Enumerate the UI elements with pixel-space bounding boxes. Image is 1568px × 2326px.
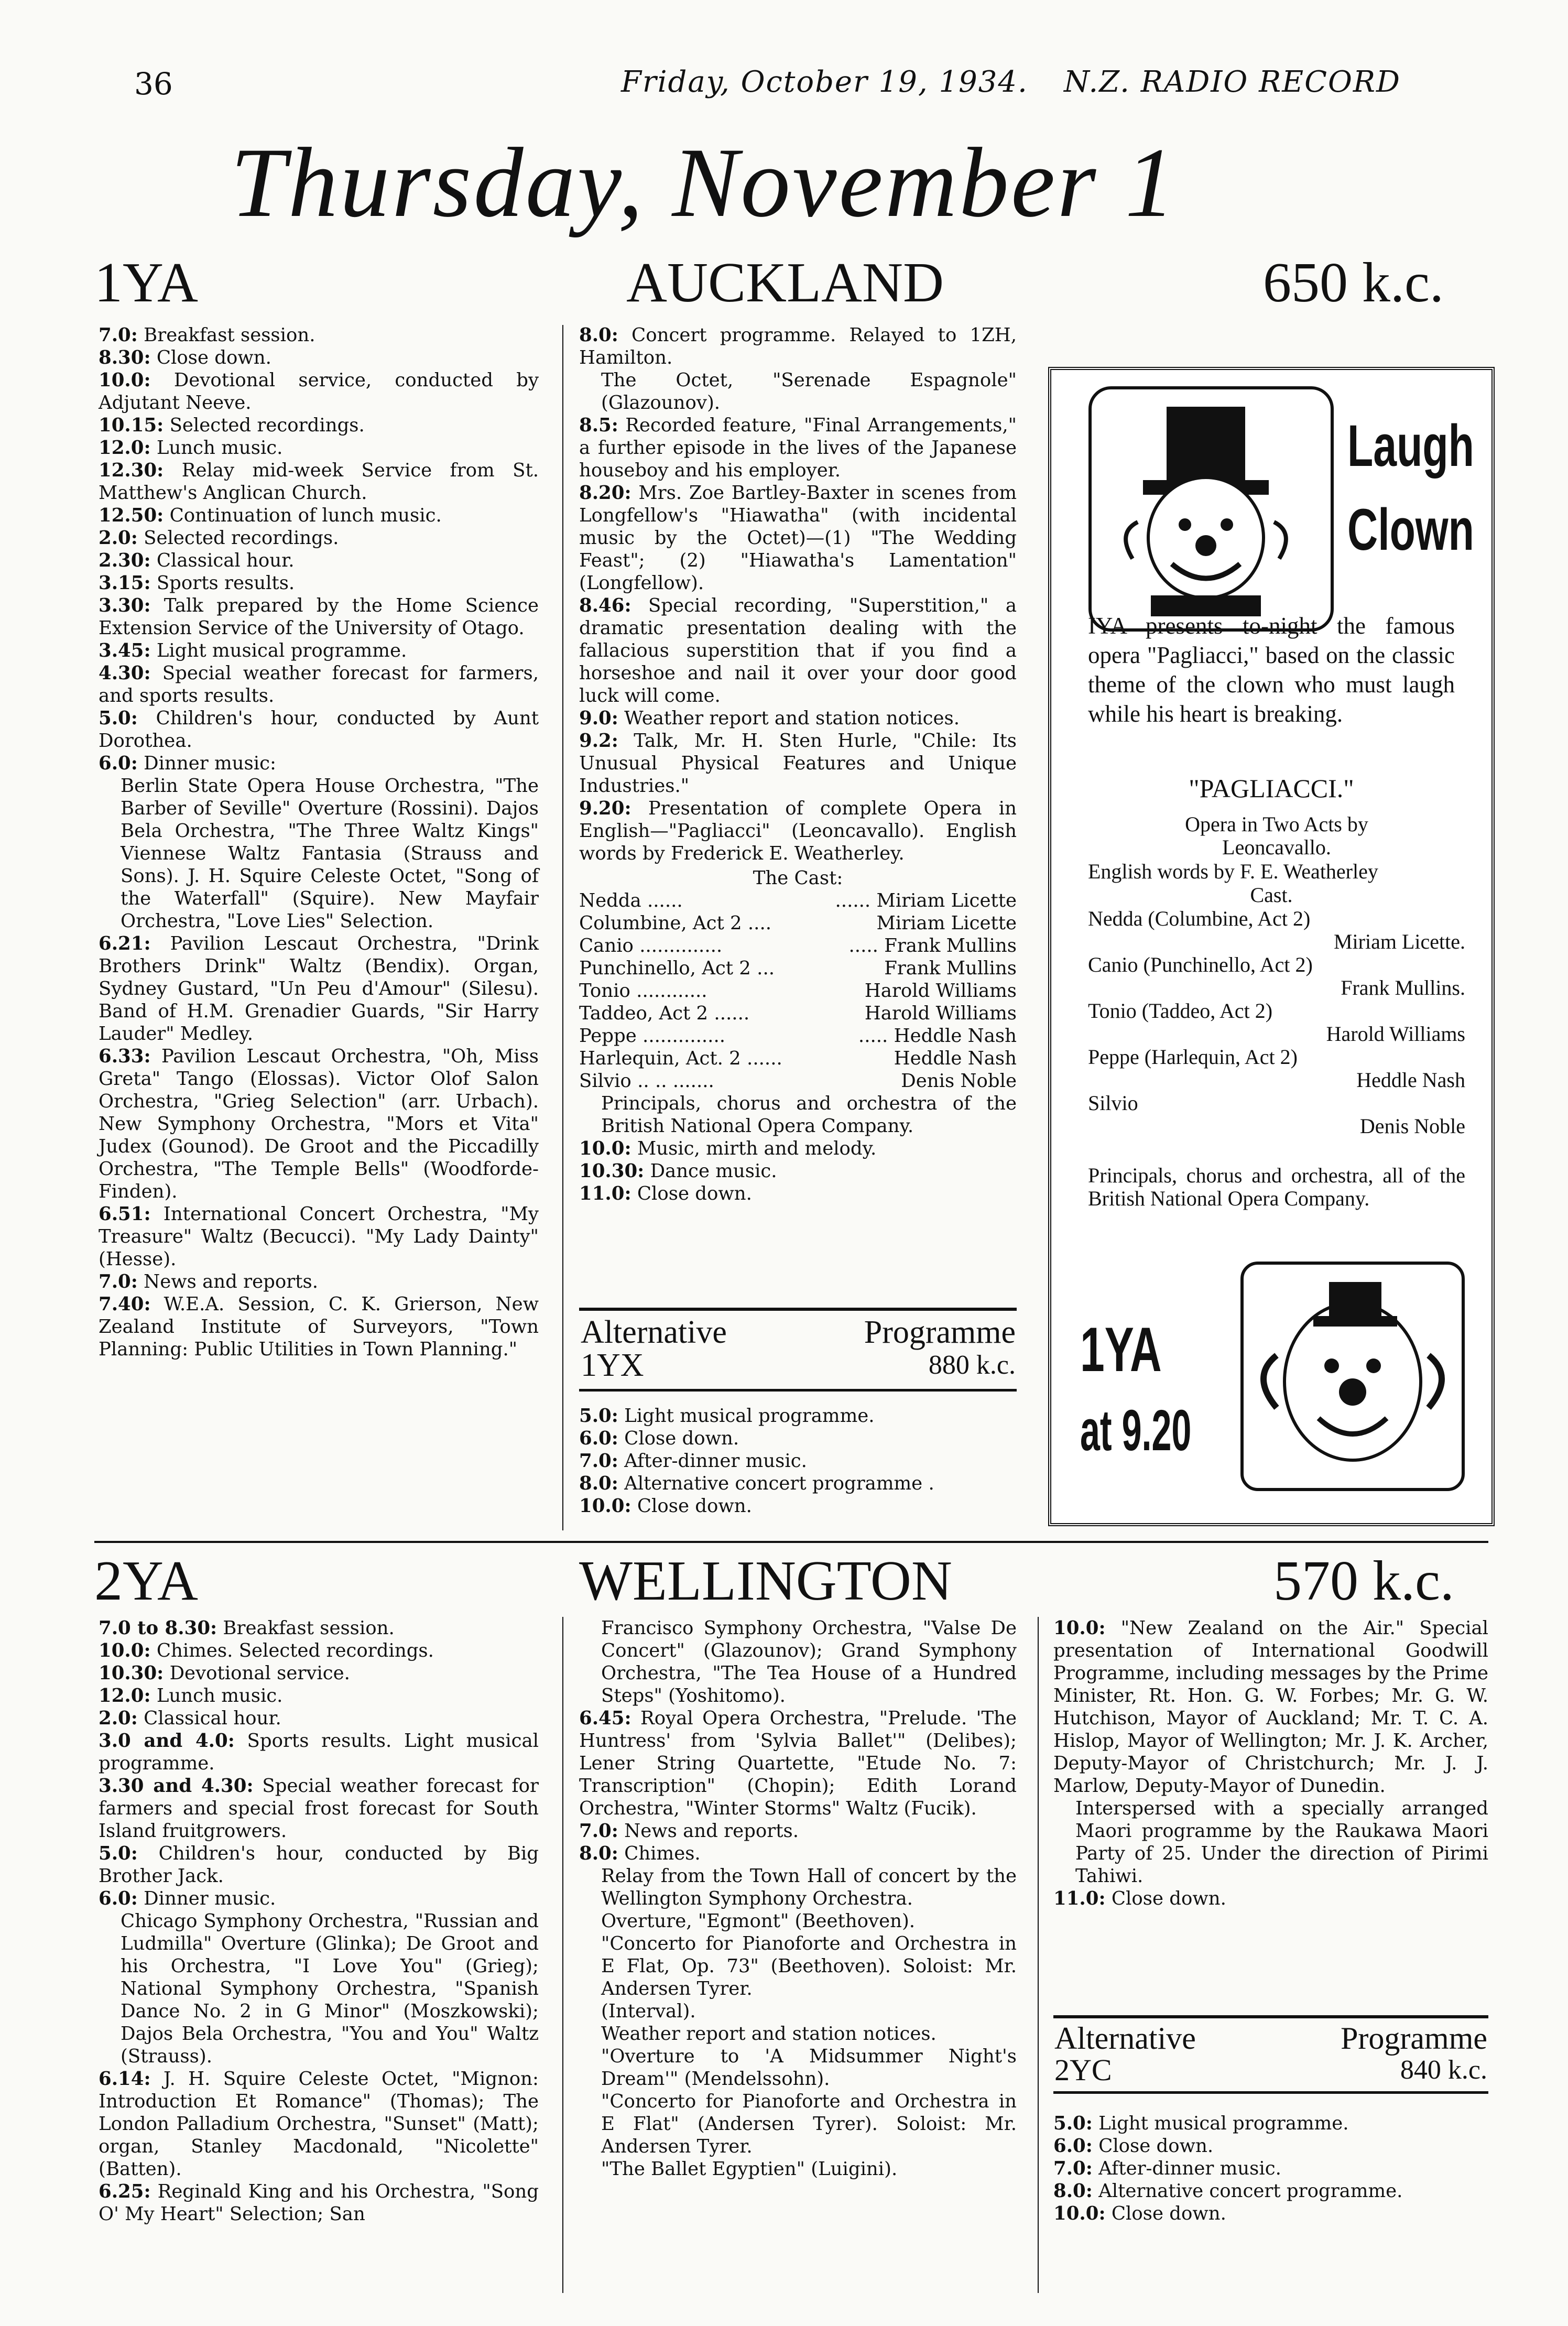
pagliacci-advert xyxy=(1048,367,1495,1526)
programme-entry xyxy=(579,1910,1017,1932)
cast-row xyxy=(579,1047,1017,1070)
entry-text: Selected recordings. xyxy=(137,527,339,549)
entry-text: Pavilion Lescaut Orchestra, "Drink Brothers Drink" Waltz (Bendix). Organ, Sydney Gustard, "Un Peu d'Amour" (Silesu). Band of H.M. Grenadier Guards, "Sir Harry Lauder" Medley. xyxy=(99,933,539,1045)
entry-text: Devotional service. xyxy=(164,1662,350,1684)
cast-performer: Denis Noble xyxy=(901,1070,1017,1092)
cast-row xyxy=(579,957,1017,980)
cast-role: Punchinello, Act 2 ... xyxy=(579,958,775,979)
entry-time: 10.0: xyxy=(1053,2203,1106,2224)
entry-time: 6.21: xyxy=(99,933,151,954)
cast-performer: Miriam Licette. xyxy=(1333,930,1465,953)
programme-entry xyxy=(579,1092,1017,1137)
advert-cast-entry xyxy=(1088,999,1465,1046)
entry-time: 10.0: xyxy=(579,1495,631,1517)
auckland-city: AUCKLAND xyxy=(626,252,944,314)
programme-entry xyxy=(99,414,539,437)
auckland-alternative-programme xyxy=(579,1405,1017,1517)
programme-list xyxy=(579,1617,1017,2180)
programme-entry xyxy=(99,1662,539,1684)
dateline: Friday, October 19, 1934. xyxy=(621,65,1028,99)
programme-list xyxy=(579,324,1017,865)
programme-list xyxy=(1053,2112,1488,2225)
entry-text: Lunch music. xyxy=(150,1685,283,1707)
entry-text: Principals, chorus and orchestra of the British National Opera Company. xyxy=(601,1093,1017,1137)
entry-text: Light musical programme. xyxy=(618,1405,875,1427)
programme-entry xyxy=(99,932,539,1045)
programme-entry xyxy=(99,549,539,572)
programme-entry xyxy=(99,1707,539,1730)
programme-list xyxy=(579,1092,1017,1205)
entry-time: 5.0: xyxy=(99,708,138,729)
programme-entry xyxy=(99,324,539,346)
day-title: Thursday, November 1 xyxy=(231,128,1177,238)
entry-text: Chimes. Selected recordings. xyxy=(150,1640,434,1661)
programme-entry xyxy=(99,639,539,662)
programme-entry xyxy=(99,2068,539,2180)
entry-time: 4.30: xyxy=(99,662,151,684)
entry-text: Classical hour. xyxy=(150,550,295,571)
entry-time: 10.0: xyxy=(99,1640,151,1661)
entry-time: 9.20: xyxy=(579,798,631,819)
auckland-column-2 xyxy=(579,324,1017,1205)
entry-text: "Concerto for Pianoforte and Orchestra in E Flat" (Andersen Tyrer). Soloist: Mr. Andersen Tyrer. xyxy=(601,2091,1017,2157)
entry-text: Close down. xyxy=(150,347,271,368)
entry-time: 6.0: xyxy=(99,1888,138,1909)
programme-entry xyxy=(579,2000,1017,2023)
entry-text: W.E.A. Session, C. K. Grierson, New Zealand Institute of Surveyors, "Town Planning: Public Utilities in Town Planning." xyxy=(99,1294,539,1360)
programme-entry xyxy=(579,797,1017,865)
cast-role: Taddeo, Act 2 ...... xyxy=(579,1003,750,1024)
entry-time: 7.0: xyxy=(579,1450,618,1472)
entry-text: "The Ballet Egyptien" (Luigini). xyxy=(601,2158,898,2180)
entry-time: 10.0: xyxy=(99,369,151,391)
programme-entry xyxy=(579,1842,1017,1865)
clown-illustration xyxy=(1088,386,1334,632)
entry-time: 8.30: xyxy=(99,347,151,368)
programme-entry xyxy=(579,2023,1017,2045)
advert-cast-label: Cast. xyxy=(1250,883,1293,907)
cast-row xyxy=(579,934,1017,957)
programme-list xyxy=(99,1617,539,2225)
programme-entry xyxy=(579,1472,1017,1495)
cast-role: Silvio .. .. ....... xyxy=(579,1070,714,1092)
programme-entry xyxy=(99,1684,539,1707)
entry-text: Recorded feature, "Final Arrangements," a further episode in the lives of the Japanese houseboy and his employer. xyxy=(579,415,1017,481)
cast-row xyxy=(579,889,1017,912)
programme-list xyxy=(579,1405,1017,1517)
entry-time: 5.0: xyxy=(579,1405,618,1427)
programme-entry xyxy=(579,2158,1017,2180)
programme-entry xyxy=(99,1842,539,1887)
column-divider xyxy=(562,325,563,1530)
entry-time: 7.0: xyxy=(1053,2158,1093,2179)
programme-entry xyxy=(99,752,539,775)
entry-text: Alternative concert programme . xyxy=(618,1473,934,1494)
entry-text: Relay mid-week Service from St. Matthew's Anglican Church. xyxy=(99,460,539,504)
programme-entry xyxy=(1053,2202,1488,2225)
wellington-station-call: 2YA xyxy=(94,1550,199,1612)
entry-text: (Interval). xyxy=(601,2001,696,2022)
cast-row xyxy=(579,912,1017,934)
alt-station: 1YX xyxy=(581,1347,644,1383)
entry-time: 3.30: xyxy=(99,595,151,616)
entry-text: Children's hour, conducted by Big Brother Jack. xyxy=(99,1843,539,1887)
programme-list xyxy=(99,324,539,1361)
programme-entry xyxy=(1053,2112,1488,2135)
entry-time: 6.45: xyxy=(579,1708,631,1729)
alt-programme-label: Programme xyxy=(864,1314,1016,1350)
cast-role: Peppe .............. xyxy=(579,1025,726,1047)
cast-row xyxy=(579,1070,1017,1092)
entry-text: Concert programme. Relayed to 1ZH, Hamilton. xyxy=(579,324,1017,368)
entry-time: 11.0: xyxy=(579,1183,631,1204)
entry-time: 10.30: xyxy=(99,1662,164,1684)
programme-entry xyxy=(99,1639,539,1662)
programme-entry xyxy=(1053,2135,1488,2157)
entry-time: 10.15: xyxy=(99,415,164,436)
alt-programme-label: Programme xyxy=(1341,2021,1487,2056)
entry-time: 8.0: xyxy=(579,324,618,346)
advert-intro: IYA presents to-night the famous opera "Pagliacci," based on the classic theme of the clown who must laugh while his heart is breaking. xyxy=(1088,613,1455,727)
alt-top-rule xyxy=(579,1308,1017,1311)
entry-time: 7.0: xyxy=(99,1271,138,1292)
advert-headline-clown: Clown xyxy=(1347,497,1474,562)
programme-entry xyxy=(579,2045,1017,2090)
programme-entry xyxy=(99,527,539,549)
programme-entry xyxy=(579,1865,1017,1910)
wellington-column-3 xyxy=(1053,1617,1488,1910)
entry-text: Close down. xyxy=(631,1495,752,1517)
cast-row xyxy=(579,980,1017,1002)
entry-text: Children's hour, conducted by Aunt Dorothea. xyxy=(99,708,539,752)
programme-entry xyxy=(1053,1797,1488,1887)
entry-text: Close down. xyxy=(1105,1888,1226,1909)
alt-frequency: 840 k.c. xyxy=(1400,2055,1487,2085)
entry-time: 10.0: xyxy=(579,1138,631,1159)
programme-entry xyxy=(579,730,1017,797)
programme-entry xyxy=(579,2090,1017,2158)
entry-time: 11.0: xyxy=(1053,1888,1106,1909)
alt-label: Alternative xyxy=(581,1314,727,1350)
entry-time: 6.14: xyxy=(99,2068,151,2090)
programme-entry xyxy=(579,1820,1017,1842)
entry-text: Talk prepared by the Home Science Extension Service of the University of Otago. xyxy=(99,595,539,639)
auckland-alternative-header xyxy=(581,1316,1016,1382)
entry-text: Dinner music. xyxy=(137,1888,276,1909)
entry-time: 2.0: xyxy=(99,527,138,549)
entry-text: Close down. xyxy=(1092,2135,1214,2157)
advert-station-tag: 1YA xyxy=(1080,1314,1162,1385)
cast-role: Harlequin, Act. 2 ...... xyxy=(579,1048,782,1069)
cast-performer: ..... Heddle Nash xyxy=(858,1025,1017,1047)
entry-time: 6.25: xyxy=(99,2181,151,2202)
programme-entry xyxy=(99,346,539,369)
cast-role: Silvio xyxy=(1088,1091,1138,1115)
entry-time: 6.33: xyxy=(99,1046,151,1067)
wellington-column-2 xyxy=(579,1617,1017,2180)
auckland-frequency: 650 k.c. xyxy=(1263,252,1444,314)
entry-text: Sports results. xyxy=(150,572,295,594)
advert-cast-list xyxy=(1088,907,1465,1138)
programme-entry xyxy=(579,414,1017,482)
entry-text: Interspersed with a specially arranged Maori programme by the Raukawa Maori Party of 25. Under the direction of Pirimi Tahiwi. xyxy=(1075,1798,1488,1887)
entry-text: "New Zealand on the Air." Special presentation of International Goodwill Programme, including messages by the Prime Minister, Rt. Hon. G. W. Forbes; Mr. G. W. Hutchison, Mayor of Auckland; Mr. T. C. A. Hislop, Mayor of Wellington; Mr. J. K. Archer, Deputy-Mayor of Christchurch; Mr. J. J. Marlow, Deputy-Mayor of Dunedin. xyxy=(1053,1617,1488,1797)
programme-entry xyxy=(579,1427,1017,1450)
entry-text: Dinner music: xyxy=(137,753,276,774)
cast-role: Peppe (Harlequin, Act 2) xyxy=(1088,1045,1298,1069)
programme-entry xyxy=(1053,1617,1488,1797)
advert-cast-entry xyxy=(1088,1046,1465,1092)
entry-text: Chicago Symphony Orchestra, "Russian and Ludmilla" Overture (Glinka); De Groot and his Orchestra, "I Love You" (Grieg); National Symphony Orchestra, "Spanish Dance No. 2 in G Minor" (Moszkowski); Dajos Bela Orchestra, "You and You" Waltz (Strauss). xyxy=(121,1910,539,2067)
programme-entry xyxy=(99,1045,539,1203)
entry-time: 7.40: xyxy=(99,1294,151,1315)
entry-time: 8.46: xyxy=(579,595,631,616)
entry-text: Light musical programme. xyxy=(150,640,407,661)
programme-entry xyxy=(99,504,539,527)
entry-text: Lunch music. xyxy=(150,437,283,459)
cast-role: Canio (Punchinello, Act 2) xyxy=(1088,953,1313,976)
entry-text: Devotional service, conducted by Adjutant Neeve. xyxy=(99,369,539,414)
entry-time: 12.0: xyxy=(99,437,151,459)
programme-entry xyxy=(1053,1887,1488,1910)
programme-entry xyxy=(579,369,1017,414)
cast-role: Tonio ............ xyxy=(579,980,707,1002)
entry-text: Special weather forecast for farmers, and sports results. xyxy=(99,662,539,707)
cast-list xyxy=(579,889,1017,1092)
wellington-alternative-header xyxy=(1054,2022,1487,2086)
entry-time: 10.30: xyxy=(579,1160,645,1182)
cast-performer: Heddle Nash xyxy=(1356,1068,1465,1092)
cast-performer: Frank Mullins. xyxy=(1341,976,1465,999)
programme-entry xyxy=(99,1730,539,1775)
advert-opera-title: "PAGLIACCI." xyxy=(1189,774,1354,803)
programme-entry xyxy=(99,594,539,639)
column-divider xyxy=(1038,1617,1039,2293)
entry-time: 12.30: xyxy=(99,460,164,481)
entry-time: 6.0: xyxy=(99,753,138,774)
column-divider xyxy=(562,1617,563,2293)
entry-text: Classical hour. xyxy=(137,1708,281,1729)
entry-text: Francisco Symphony Orchestra, "Valse De Concert" (Glazounov); Grand Symphony Orchestra, "The Tea House of a Hundred Steps" (Yoshitomo). xyxy=(601,1617,1017,1707)
entry-text: Weather report and station notices. xyxy=(601,2023,937,2045)
programme-entry xyxy=(99,1910,539,2068)
cast-row xyxy=(579,1025,1017,1047)
entry-text: Dance music. xyxy=(644,1160,777,1182)
programme-entry xyxy=(579,1617,1017,1707)
cast-role: Columbine, Act 2 .... xyxy=(579,912,772,934)
programme-entry xyxy=(579,1405,1017,1427)
programme-entry xyxy=(579,1932,1017,2000)
programme-entry xyxy=(579,707,1017,730)
entry-time: 6.0: xyxy=(1053,2135,1093,2157)
entry-text: "Overture to 'A Midsummer Night's Dream'" (Mendelssohn). xyxy=(601,2046,1017,2090)
entry-text: Special weather forecast for farmers and special frost forecast for South Island fruitgrowers. xyxy=(99,1775,539,1842)
entry-text: International Concert Orchestra, "My Treasure" Waltz (Becucci). "My Lady Dainty" (Hesse). xyxy=(99,1203,539,1270)
advert-cast-entry xyxy=(1088,907,1465,953)
entry-time: 9.0: xyxy=(579,708,618,729)
entry-text: Relay from the Town Hall of concert by the Wellington Symphony Orchestra. xyxy=(601,1865,1017,1909)
cast-role: Canio .............. xyxy=(579,935,723,957)
entry-time: 12.50: xyxy=(99,505,164,526)
programme-list xyxy=(1053,1617,1488,1910)
entry-text: Pavilion Lescaut Orchestra, "Oh, Miss Greta" Tango (Elossas). Victor Olof Salon Orchestra, "Grieg Selection" (arr. Urbach). New Symphony Orchestra, "Mors et Vita" Judex (Gounod). De Groot and the Piccadilly Orchestra, "The Temple Bells" (Woodforde-Finden). xyxy=(99,1046,539,1202)
alt-top-rule xyxy=(1053,2015,1488,2018)
entry-time: 8.5: xyxy=(579,415,618,436)
entry-time: 8.20: xyxy=(579,482,631,504)
cast-performer: Heddle Nash xyxy=(894,1048,1017,1069)
programme-entry xyxy=(99,1203,539,1270)
programme-entry xyxy=(99,2180,539,2225)
entry-text: Special recording, "Superstition," a dramatic presentation dealing with the fallacious superstition that if you find a horseshoe and nail it over your door good luck will come. xyxy=(579,595,1017,707)
entry-time: 3.0 and 4.0: xyxy=(99,1730,235,1752)
programme-entry xyxy=(99,459,539,504)
cast-role: Tonio (Taddeo, Act 2) xyxy=(1088,999,1273,1023)
auckland-column-1 xyxy=(99,324,539,1361)
cast-role: Nedda (Columbine, Act 2) xyxy=(1088,907,1311,930)
entry-text: News and reports. xyxy=(618,1820,799,1842)
cast-performer: Miriam Licette xyxy=(876,912,1017,934)
programme-entry xyxy=(579,1495,1017,1517)
programme-entry xyxy=(99,1617,539,1639)
entry-text: News and reports. xyxy=(137,1271,318,1292)
entry-time: 5.0: xyxy=(99,1843,138,1864)
entry-time: 3.45: xyxy=(99,640,151,661)
entry-time: 7.0 to 8.30: xyxy=(99,1617,217,1639)
entry-time: 2.0: xyxy=(99,1708,138,1729)
cast-performer: ...... Miriam Licette xyxy=(835,890,1017,911)
programme-entry xyxy=(99,1887,539,1910)
publication-name: N.Z. RADIO RECORD xyxy=(1064,65,1401,99)
entry-text: Music, mirth and melody. xyxy=(631,1138,877,1159)
entry-time: 8.0: xyxy=(579,1473,618,1494)
entry-time: 5.0: xyxy=(1053,2113,1093,2134)
advert-words-by: English words by F. E. Weatherley xyxy=(1088,860,1378,883)
programme-entry xyxy=(1053,2157,1488,2180)
page-number: 36 xyxy=(134,66,173,102)
programme-entry xyxy=(99,572,539,594)
entry-text: Overture, "Egmont" (Beethoven). xyxy=(601,1910,916,1932)
entry-text: Presentation of complete Opera in English—"Pagliacci" (Leoncavallo). English words by Frederick E. Weatherley. xyxy=(579,798,1017,864)
cast-performer: ..... Frank Mullins xyxy=(848,935,1017,957)
entry-time: 7.0: xyxy=(99,324,138,346)
programme-entry xyxy=(579,1182,1017,1205)
alt-label: Alternative xyxy=(1054,2021,1196,2056)
alt-bottom-rule xyxy=(579,1389,1017,1392)
entry-text: After-dinner music. xyxy=(1092,2158,1281,2179)
advert-cast-entry xyxy=(1088,1092,1465,1138)
entry-time: 12.0: xyxy=(99,1685,151,1707)
entry-text: Close down. xyxy=(1105,2203,1226,2224)
wellington-frequency: 570 k.c. xyxy=(1273,1550,1454,1612)
entry-text: J. H. Squire Celeste Octet, "Mignon: Introduction Et Romance" (Thomas); The London Palladium Orchestra, "Sunset" (Matt); organ, Stanley Macdonald, "Nicolette" (Batten). xyxy=(99,2068,539,2180)
cast-performer: Harold Williams xyxy=(864,1003,1017,1024)
entry-text: Light musical programme. xyxy=(1092,2113,1349,2134)
cast-performer: Frank Mullins xyxy=(884,958,1017,979)
advert-subtitle: Opera in Two Acts by Leoncavallo. xyxy=(1185,812,1368,859)
entry-text: Selected recordings. xyxy=(164,415,365,436)
programme-entry xyxy=(99,1270,539,1293)
programme-entry xyxy=(99,1775,539,1842)
programme-entry xyxy=(99,662,539,707)
entry-time: 9.2: xyxy=(579,730,618,752)
programme-entry xyxy=(579,1707,1017,1820)
programme-entry xyxy=(579,1160,1017,1182)
entry-text: Sports results. Light musical programme. xyxy=(99,1730,539,1774)
wellington-alternative-programme xyxy=(1053,2112,1488,2225)
programme-entry xyxy=(579,1137,1017,1160)
entry-text: Chimes. xyxy=(618,1843,701,1864)
entry-time: 6.0: xyxy=(579,1428,618,1449)
programme-entry xyxy=(1053,2180,1488,2202)
programme-entry xyxy=(579,324,1017,369)
entry-time: 6.51: xyxy=(99,1203,151,1225)
entry-time: 10.0: xyxy=(1053,1617,1106,1639)
entry-text: Reginald King and his Orchestra, "Song O' My Heart" Selection; San xyxy=(99,2181,539,2225)
advert-headline-laugh: Laugh xyxy=(1347,413,1474,479)
section-rule xyxy=(94,1541,1488,1543)
advert-time-tag: at 9.20 xyxy=(1080,1398,1192,1463)
programme-entry xyxy=(99,707,539,752)
entry-text: "Concerto for Pianoforte and Orchestra in E Flat, Op. 73" (Beethoven). Soloist: Mr. Andersen Tyrer. xyxy=(601,1933,1017,1999)
entry-text: Breakfast session. xyxy=(137,324,315,346)
entry-text: Mrs. Zoe Bartley-Baxter in scenes from Longfellow's "Hiawatha" (with incidental music by the Octet)—(1) "The Wedding Feast"; (2) "Hiawatha's Lamentation" (Longfellow). xyxy=(579,482,1017,594)
programme-entry xyxy=(99,1293,539,1361)
cast-role: Nedda ...... xyxy=(579,890,683,911)
cast-heading: The Cast: xyxy=(753,867,843,889)
entry-text: Royal Opera Orchestra, "Prelude. 'The Huntress' from 'Sylvia Ballet'" (Delibes); Lener String Quartette, "Etude No. 7: Transcription" (Chopin); Edith Lorand Orchestra, "Winter Storms" Waltz (Fucik). xyxy=(579,1708,1017,1819)
clown-portrait xyxy=(1240,1261,1465,1492)
programme-entry xyxy=(579,1450,1017,1472)
cast-row xyxy=(579,1002,1017,1025)
entry-text: The Octet, "Serenade Espagnole" (Glazounov). xyxy=(601,369,1017,414)
entry-text: After-dinner music. xyxy=(618,1450,807,1472)
entry-time: 3.15: xyxy=(99,572,151,594)
entry-text: Alternative concert programme. xyxy=(1092,2180,1403,2202)
alt-frequency: 880 k.c. xyxy=(928,1350,1016,1380)
cast-performer: Harold Williams xyxy=(1326,1022,1465,1046)
programme-entry xyxy=(99,437,539,459)
entry-text: Close down. xyxy=(618,1428,739,1449)
advert-cast-entry xyxy=(1088,953,1465,999)
advert-footer: Principals, chorus and orchestra, all of the British National Opera Company. xyxy=(1088,1164,1465,1210)
auckland-station-call: 1YA xyxy=(94,252,199,314)
entry-text: Continuation of lunch music. xyxy=(164,505,442,526)
alt-station: 2YC xyxy=(1054,2053,1112,2087)
alt-bottom-rule xyxy=(1053,2091,1488,2094)
entry-text: Close down. xyxy=(631,1183,752,1204)
programme-entry xyxy=(99,775,539,932)
programme-entry xyxy=(99,369,539,414)
wellington-column-1 xyxy=(99,1617,539,2225)
entry-time: 2.30: xyxy=(99,550,151,571)
programme-entry xyxy=(579,482,1017,594)
entry-text: Talk, Mr. H. Sten Hurle, "Chile: Its Unusual Physical Features and Unique Industries." xyxy=(579,730,1017,797)
entry-text: Breakfast session. xyxy=(217,1617,395,1639)
entry-time: 3.30 and 4.30: xyxy=(99,1775,254,1797)
cast-performer: Denis Noble xyxy=(1359,1114,1465,1138)
wellington-city: WELLINGTON xyxy=(579,1550,952,1612)
entry-time: 7.0: xyxy=(579,1820,618,1842)
entry-time: 8.0: xyxy=(1053,2180,1093,2202)
entry-time: 8.0: xyxy=(579,1843,618,1864)
programme-entry xyxy=(579,594,1017,707)
entry-text: Berlin State Opera House Orchestra, "The Barber of Seville" Overture (Rossini). Dajos Bela Orchestra, "The Three Waltz Kings" Viennese Waltz Fantasia (Strauss and Sons). J. H. Squire Celeste Octet, "Song of the Waterfall" (Squire). New Mayfair Orchestra, "Love Lies" Selection. xyxy=(121,775,539,932)
entry-text: Weather report and station notices. xyxy=(618,708,960,729)
cast-performer: Harold Williams xyxy=(864,980,1017,1002)
